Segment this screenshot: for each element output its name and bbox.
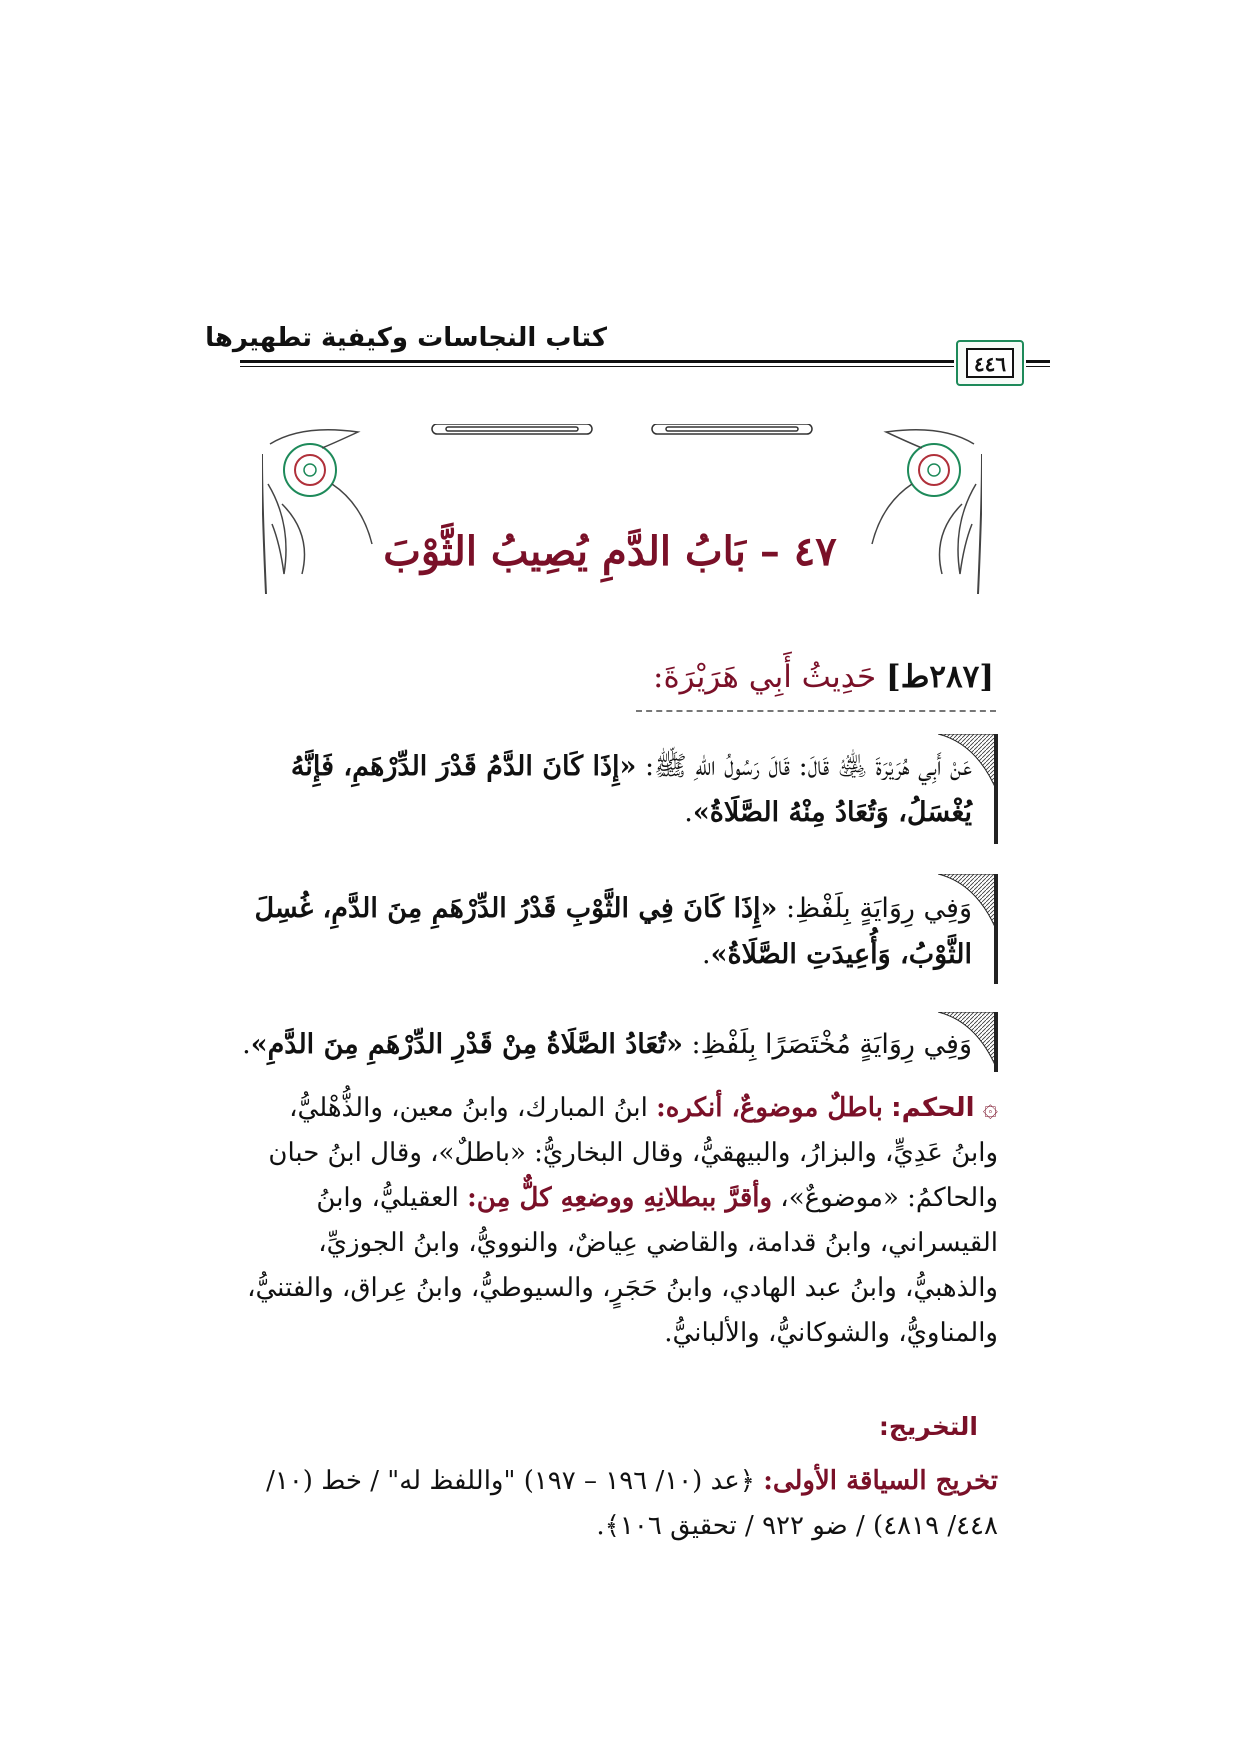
narration-text-1	[240, 744, 972, 836]
side-bar	[994, 734, 998, 844]
ruling-verdict-2: وأقرَّ ببطلانِهِ ووضعِهِ كلٌّ مِن:	[467, 1183, 773, 1213]
page-number-badge	[956, 340, 1024, 386]
chapter-title: ٤٧ – بَابُ الدَّمِ يُصِيبُ الثَّوْبَ	[383, 528, 837, 575]
top-ornament-bars	[432, 424, 812, 434]
hadith-heading	[420, 652, 994, 702]
header-rule-bottom-left	[240, 366, 954, 367]
ruling-label: الحكم:	[891, 1093, 975, 1123]
ruling-symbol-icon: ۞	[982, 1093, 998, 1123]
narration-end: .	[684, 797, 693, 828]
narration-block-3	[240, 1012, 998, 1072]
narration-intro: وَفِي رِوَايَةٍ مُخْتَصَرًا بِلَفْظِ:	[682, 1029, 972, 1060]
narration-text-2	[240, 886, 972, 978]
heading-underline	[636, 710, 996, 712]
running-header-title: كتاب النجاسات وكيفية تطهيرها	[205, 323, 607, 353]
ruling-verdict: باطلٌ موضوعٌ، أنكره:	[656, 1093, 883, 1123]
hadith-number: [٢٨٧ط]	[886, 659, 994, 695]
hadith-title: حَدِيثُ أَبِي هَرَيْرَةَ:	[653, 659, 877, 695]
ruling-text-1: ابنُ المبارك، وابنُ معين، والذُّهْليُّ، وابنُ عَدِيٍّ، والبزارُ، والبيهقيُّ، وقال البخاريُّ: «باطلٌ»، وقال ابنُ حبان والحاكمُ: «موضوعٌ»،	[268, 1093, 998, 1213]
header-rule-top-right	[1026, 360, 1050, 363]
header-rule-bottom-right	[1026, 366, 1050, 367]
takhrij-paragraph	[240, 1459, 998, 1549]
ruling-text-2: العقيليُّ، وابنُ القيسراني، وابنُ قدامة، والقاضي عِياضٌ، والنوويُّ، وابنُ الجوزيِّ، والذهبيُّ، وابنُ عبد الهادي، وابنُ حَجَرٍ، والسيوطيُّ، وابنُ عِراق، والفتنيُّ، والمناويُّ، والشوكانيُّ، والألبانيُّ.	[247, 1183, 998, 1348]
narration-end: .	[701, 939, 711, 970]
narration-quote: «إِذَا كَانَ الدَّمُ قَدْرَ الدِّرْهَمِ، فَإِنَّهُ يُغْسَلُ، وَتُعَادُ مِنْهُ الصَّلَاةُ»	[290, 751, 972, 828]
rosette-right-icon	[872, 430, 982, 594]
side-bar	[994, 1012, 998, 1072]
ruling-paragraph	[240, 1086, 998, 1356]
narration-quote: «تُعَادُ الصَّلَاةُ مِنْ قَدْرِ الدِّرْهَمِ مِنَ الدَّمِ»	[250, 1029, 683, 1060]
side-bar	[994, 874, 998, 984]
narration-quote: «إِذَا كَانَ فِي الثَّوْبِ قَدْرُ الدِّرْهَمِ مِنَ الدَّمِ، غُسِلَ الثَّوْبُ، وَأُعِيدَتِ الصَّلَاةُ»	[254, 893, 972, 970]
narration-block-2	[240, 874, 998, 984]
narration-end: .	[242, 1029, 251, 1060]
header-rule-top-left	[240, 360, 954, 363]
takhrij-first-label: تخريج السياقة الأولى:	[763, 1466, 998, 1496]
narration-text-3	[240, 1022, 972, 1068]
narration-intro: وَفِي رِوَايَةٍ بِلَفْظِ:	[777, 893, 972, 924]
takhrij-first-text: ﴿عد (١٠/ ١٩٦ – ١٩٧) "واللفظ له" / خط (١٠/ ٤٤٨/ ٤٨١٩) / ضو ٩٢٢ / تحقيق ١٠٦﴾.	[266, 1466, 998, 1541]
narration-block-1	[240, 734, 998, 844]
page-number: ٤٤٦	[966, 348, 1014, 378]
narration-intro: عَنْ أَبِي هُرَيْرَةَ ﵁ قَالَ: قَالَ رَسُولُ اللهِ ﷺ:	[636, 751, 972, 782]
takhrij-heading: التخريج:	[878, 1412, 978, 1441]
